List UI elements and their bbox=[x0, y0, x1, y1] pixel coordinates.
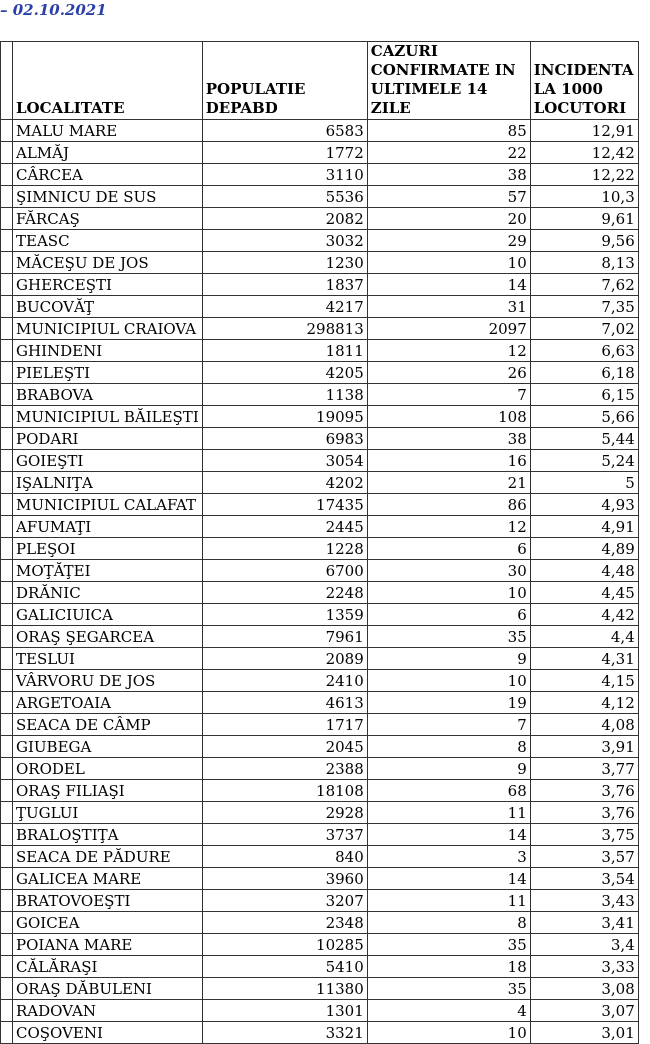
population-cell: 5410 bbox=[202, 956, 367, 978]
population-cell: 17435 bbox=[202, 494, 367, 516]
row-index-cell bbox=[1, 450, 13, 472]
table-row bbox=[1, 384, 639, 406]
incidence-cell: 4,08 bbox=[530, 714, 638, 736]
incidence-cell: 4,12 bbox=[530, 692, 638, 714]
incidence-cell: 4,89 bbox=[530, 538, 638, 560]
cases-cell: 7 bbox=[367, 384, 530, 406]
incidence-cell: 7,62 bbox=[530, 274, 638, 296]
table-row bbox=[1, 274, 639, 296]
cases-cell: 4 bbox=[367, 1000, 530, 1022]
incidence-cell: 3,91 bbox=[530, 736, 638, 758]
cases-cell: 8 bbox=[367, 736, 530, 758]
row-index-cell bbox=[1, 956, 13, 978]
population-cell: 2045 bbox=[202, 736, 367, 758]
population-cell: 2082 bbox=[202, 208, 367, 230]
table-row bbox=[1, 120, 639, 142]
cases-cell: 14 bbox=[367, 824, 530, 846]
table-row bbox=[1, 340, 639, 362]
table-row bbox=[1, 868, 639, 890]
cases-cell: 9 bbox=[367, 758, 530, 780]
column-header-incidenta: INCIDENTA LA 1000 LOCUTORI bbox=[530, 42, 638, 120]
population-cell: 3321 bbox=[202, 1022, 367, 1044]
population-cell: 1811 bbox=[202, 340, 367, 362]
incidence-cell: 6,15 bbox=[530, 384, 638, 406]
cases-cell: 31 bbox=[367, 296, 530, 318]
row-index-cell bbox=[1, 538, 13, 560]
row-index-cell bbox=[1, 318, 13, 340]
table-row bbox=[1, 692, 639, 714]
population-cell: 4217 bbox=[202, 296, 367, 318]
table-row bbox=[1, 604, 639, 626]
population-cell: 298813 bbox=[202, 318, 367, 340]
locality-cell: MUNICIPIUL CALAFAT bbox=[13, 494, 203, 516]
population-cell: 4202 bbox=[202, 472, 367, 494]
cases-cell: 3 bbox=[367, 846, 530, 868]
cases-cell: 10 bbox=[367, 670, 530, 692]
population-cell: 4613 bbox=[202, 692, 367, 714]
population-cell: 1717 bbox=[202, 714, 367, 736]
incidence-cell: 4,4 bbox=[530, 626, 638, 648]
row-index-cell bbox=[1, 560, 13, 582]
row-index-cell bbox=[1, 802, 13, 824]
locality-cell: GALICIUICA bbox=[13, 604, 203, 626]
population-cell: 7961 bbox=[202, 626, 367, 648]
population-cell: 6700 bbox=[202, 560, 367, 582]
locality-cell: SEACA DE PĂDURE bbox=[13, 846, 203, 868]
incidence-cell: 5 bbox=[530, 472, 638, 494]
incidence-cell: 3,33 bbox=[530, 956, 638, 978]
row-index-cell bbox=[1, 890, 13, 912]
incidence-cell: 4,93 bbox=[530, 494, 638, 516]
locality-cell: IŞALNIŢA bbox=[13, 472, 203, 494]
population-cell: 840 bbox=[202, 846, 367, 868]
locality-cell: ORODEL bbox=[13, 758, 203, 780]
row-index-cell bbox=[1, 780, 13, 802]
incidence-cell: 4,31 bbox=[530, 648, 638, 670]
locality-cell: POIANA MARE bbox=[13, 934, 203, 956]
incidence-cell: 9,56 bbox=[530, 230, 638, 252]
locality-cell: CĂLĂRAŞI bbox=[13, 956, 203, 978]
incidence-cell: 7,35 bbox=[530, 296, 638, 318]
incidence-cell: 3,4 bbox=[530, 934, 638, 956]
cases-cell: 35 bbox=[367, 934, 530, 956]
population-cell: 2089 bbox=[202, 648, 367, 670]
table-row bbox=[1, 890, 639, 912]
locality-cell: DRĂNIC bbox=[13, 582, 203, 604]
table-row bbox=[1, 560, 639, 582]
incidence-cell: 6,63 bbox=[530, 340, 638, 362]
locality-cell: COŞOVENI bbox=[13, 1022, 203, 1044]
table-row bbox=[1, 626, 639, 648]
locality-cell: TESLUI bbox=[13, 648, 203, 670]
table-row bbox=[1, 362, 639, 384]
cases-cell: 7 bbox=[367, 714, 530, 736]
row-index-cell bbox=[1, 428, 13, 450]
population-cell: 2388 bbox=[202, 758, 367, 780]
table-row bbox=[1, 956, 639, 978]
row-index-cell bbox=[1, 274, 13, 296]
cases-cell: 21 bbox=[367, 472, 530, 494]
cases-cell: 85 bbox=[367, 120, 530, 142]
cases-cell: 8 bbox=[367, 912, 530, 934]
population-cell: 1359 bbox=[202, 604, 367, 626]
incidence-cell: 5,44 bbox=[530, 428, 638, 450]
locality-cell: VÂRVORU DE JOS bbox=[13, 670, 203, 692]
table-row bbox=[1, 186, 639, 208]
table-row bbox=[1, 912, 639, 934]
incidence-cell: 3,43 bbox=[530, 890, 638, 912]
cases-cell: 22 bbox=[367, 142, 530, 164]
row-index-cell bbox=[1, 516, 13, 538]
table-header-row bbox=[1, 42, 639, 120]
incidence-cell: 5,24 bbox=[530, 450, 638, 472]
row-index-cell bbox=[1, 296, 13, 318]
row-index-cell bbox=[1, 208, 13, 230]
cases-cell: 86 bbox=[367, 494, 530, 516]
cases-cell: 2097 bbox=[367, 318, 530, 340]
row-index-cell bbox=[1, 406, 13, 428]
locality-cell: ŢUGLUI bbox=[13, 802, 203, 824]
table-row bbox=[1, 494, 639, 516]
table-row bbox=[1, 846, 639, 868]
population-cell: 3110 bbox=[202, 164, 367, 186]
row-index-cell bbox=[1, 252, 13, 274]
cases-cell: 38 bbox=[367, 164, 530, 186]
table-row bbox=[1, 406, 639, 428]
population-cell: 1301 bbox=[202, 1000, 367, 1022]
row-index-cell bbox=[1, 186, 13, 208]
table-row bbox=[1, 714, 639, 736]
column-header-populatie: POPULATIE DEPABD bbox=[202, 42, 367, 120]
incidence-cell: 3,75 bbox=[530, 824, 638, 846]
cases-cell: 9 bbox=[367, 648, 530, 670]
population-cell: 2410 bbox=[202, 670, 367, 692]
population-cell: 2445 bbox=[202, 516, 367, 538]
locality-cell: MALU MARE bbox=[13, 120, 203, 142]
locality-cell: CÂRCEA bbox=[13, 164, 203, 186]
cases-cell: 10 bbox=[367, 582, 530, 604]
table-row bbox=[1, 978, 639, 1000]
row-index-cell bbox=[1, 846, 13, 868]
population-cell: 3737 bbox=[202, 824, 367, 846]
cases-cell: 14 bbox=[367, 274, 530, 296]
table-row bbox=[1, 164, 639, 186]
locality-cell: RADOVAN bbox=[13, 1000, 203, 1022]
locality-cell: BRALOŞTIŢA bbox=[13, 824, 203, 846]
locality-cell: SEACA DE CÂMP bbox=[13, 714, 203, 736]
table-row bbox=[1, 472, 639, 494]
cases-cell: 108 bbox=[367, 406, 530, 428]
population-cell: 6583 bbox=[202, 120, 367, 142]
cases-cell: 35 bbox=[367, 978, 530, 1000]
cases-cell: 18 bbox=[367, 956, 530, 978]
report-date: – 02.10.2021 bbox=[0, 1, 107, 19]
row-index-cell bbox=[1, 978, 13, 1000]
table-row bbox=[1, 582, 639, 604]
locality-cell: AFUMAŢI bbox=[13, 516, 203, 538]
cases-cell: 29 bbox=[367, 230, 530, 252]
row-index-cell bbox=[1, 494, 13, 516]
cases-cell: 6 bbox=[367, 538, 530, 560]
incidence-cell: 4,45 bbox=[530, 582, 638, 604]
row-index-cell bbox=[1, 824, 13, 846]
table-row bbox=[1, 736, 639, 758]
locality-cell: MUNICIPIUL CRAIOVA bbox=[13, 318, 203, 340]
incidence-cell: 3,57 bbox=[530, 846, 638, 868]
incidence-cell: 12,22 bbox=[530, 164, 638, 186]
column-header-cazuri: CAZURI CONFIRMATE IN ULTIMELE 14 ZILE bbox=[367, 42, 530, 120]
cases-cell: 12 bbox=[367, 340, 530, 362]
locality-cell: FĂRCAŞ bbox=[13, 208, 203, 230]
cases-cell: 16 bbox=[367, 450, 530, 472]
table-row bbox=[1, 230, 639, 252]
table-row bbox=[1, 670, 639, 692]
table-row bbox=[1, 318, 639, 340]
incidence-cell: 8,13 bbox=[530, 252, 638, 274]
row-index-cell bbox=[1, 230, 13, 252]
row-index-cell bbox=[1, 604, 13, 626]
cases-cell: 38 bbox=[367, 428, 530, 450]
incidence-cell: 3,08 bbox=[530, 978, 638, 1000]
locality-cell: BRATOVOEŞTI bbox=[13, 890, 203, 912]
table-row bbox=[1, 538, 639, 560]
cases-cell: 11 bbox=[367, 802, 530, 824]
locality-cell: GHINDENI bbox=[13, 340, 203, 362]
row-index-header bbox=[1, 42, 13, 120]
cases-cell: 35 bbox=[367, 626, 530, 648]
table-row bbox=[1, 428, 639, 450]
row-index-cell bbox=[1, 142, 13, 164]
row-index-cell bbox=[1, 934, 13, 956]
table-row bbox=[1, 208, 639, 230]
row-index-cell bbox=[1, 758, 13, 780]
row-index-cell bbox=[1, 912, 13, 934]
population-cell: 18108 bbox=[202, 780, 367, 802]
population-cell: 11380 bbox=[202, 978, 367, 1000]
incidence-cell: 3,76 bbox=[530, 780, 638, 802]
population-cell: 1138 bbox=[202, 384, 367, 406]
population-cell: 3032 bbox=[202, 230, 367, 252]
row-index-cell bbox=[1, 648, 13, 670]
locality-cell: ORAŞ DĂBULENI bbox=[13, 978, 203, 1000]
locality-cell: MUNICIPIUL BĂILEŞTI bbox=[13, 406, 203, 428]
population-cell: 1837 bbox=[202, 274, 367, 296]
table-row bbox=[1, 758, 639, 780]
row-index-cell bbox=[1, 714, 13, 736]
locality-cell: GHERCEŞTI bbox=[13, 274, 203, 296]
locality-cell: PIELEŞTI bbox=[13, 362, 203, 384]
population-cell: 19095 bbox=[202, 406, 367, 428]
locality-cell: MOŢĂŢEI bbox=[13, 560, 203, 582]
incidence-cell: 6,18 bbox=[530, 362, 638, 384]
locality-cell: GIUBEGA bbox=[13, 736, 203, 758]
population-cell: 3960 bbox=[202, 868, 367, 890]
cases-cell: 10 bbox=[367, 252, 530, 274]
table-row bbox=[1, 516, 639, 538]
locality-cell: GOICEA bbox=[13, 912, 203, 934]
locality-cell: PODARI bbox=[13, 428, 203, 450]
population-cell: 2348 bbox=[202, 912, 367, 934]
incidence-cell: 3,54 bbox=[530, 868, 638, 890]
table-row bbox=[1, 1000, 639, 1022]
row-index-cell bbox=[1, 472, 13, 494]
cases-cell: 14 bbox=[367, 868, 530, 890]
row-index-cell bbox=[1, 692, 13, 714]
row-index-cell bbox=[1, 120, 13, 142]
cases-cell: 12 bbox=[367, 516, 530, 538]
locality-cell: GOIEŞTI bbox=[13, 450, 203, 472]
locality-cell: ARGETOAIA bbox=[13, 692, 203, 714]
incidence-table bbox=[0, 41, 639, 1044]
incidence-cell: 3,77 bbox=[530, 758, 638, 780]
cases-cell: 20 bbox=[367, 208, 530, 230]
table-row bbox=[1, 450, 639, 472]
table-row bbox=[1, 648, 639, 670]
population-cell: 10285 bbox=[202, 934, 367, 956]
population-cell: 1772 bbox=[202, 142, 367, 164]
population-cell: 4205 bbox=[202, 362, 367, 384]
cases-cell: 11 bbox=[367, 890, 530, 912]
row-index-cell bbox=[1, 384, 13, 406]
row-index-cell bbox=[1, 626, 13, 648]
row-index-cell bbox=[1, 340, 13, 362]
incidence-cell: 4,48 bbox=[530, 560, 638, 582]
incidence-cell: 4,91 bbox=[530, 516, 638, 538]
cases-cell: 6 bbox=[367, 604, 530, 626]
cases-cell: 68 bbox=[367, 780, 530, 802]
row-index-cell bbox=[1, 670, 13, 692]
incidence-cell: 12,91 bbox=[530, 120, 638, 142]
row-index-cell bbox=[1, 736, 13, 758]
population-cell: 6983 bbox=[202, 428, 367, 450]
incidence-cell: 5,66 bbox=[530, 406, 638, 428]
table-row bbox=[1, 824, 639, 846]
locality-cell: MĂCEŞU DE JOS bbox=[13, 252, 203, 274]
locality-cell: BUCOVĂŢ bbox=[13, 296, 203, 318]
table-row bbox=[1, 296, 639, 318]
locality-cell: ALMĂJ bbox=[13, 142, 203, 164]
incidence-cell: 4,42 bbox=[530, 604, 638, 626]
population-cell: 2928 bbox=[202, 802, 367, 824]
population-cell: 3054 bbox=[202, 450, 367, 472]
cases-cell: 26 bbox=[367, 362, 530, 384]
row-index-cell bbox=[1, 1022, 13, 1044]
incidence-cell: 3,41 bbox=[530, 912, 638, 934]
population-cell: 1230 bbox=[202, 252, 367, 274]
table-body bbox=[1, 120, 639, 1044]
row-index-cell bbox=[1, 1000, 13, 1022]
row-index-cell bbox=[1, 868, 13, 890]
locality-cell: GALICEA MARE bbox=[13, 868, 203, 890]
locality-cell: PLEŞOI bbox=[13, 538, 203, 560]
population-cell: 3207 bbox=[202, 890, 367, 912]
population-cell: 2248 bbox=[202, 582, 367, 604]
table-row bbox=[1, 142, 639, 164]
incidence-cell: 9,61 bbox=[530, 208, 638, 230]
incidence-cell: 10,3 bbox=[530, 186, 638, 208]
population-cell: 5536 bbox=[202, 186, 367, 208]
locality-cell: ORAŞ ŞEGARCEA bbox=[13, 626, 203, 648]
incidence-cell: 3,76 bbox=[530, 802, 638, 824]
locality-cell: TEASC bbox=[13, 230, 203, 252]
table-row bbox=[1, 1022, 639, 1044]
incidence-cell: 7,02 bbox=[530, 318, 638, 340]
locality-cell: BRABOVA bbox=[13, 384, 203, 406]
row-index-cell bbox=[1, 362, 13, 384]
population-cell: 1228 bbox=[202, 538, 367, 560]
incidence-cell: 3,07 bbox=[530, 1000, 638, 1022]
column-header-localitate: LOCALITATE bbox=[13, 42, 203, 120]
locality-cell: ORAŞ FILIAŞI bbox=[13, 780, 203, 802]
table-row bbox=[1, 934, 639, 956]
row-index-cell bbox=[1, 164, 13, 186]
locality-cell: ŞIMNICU DE SUS bbox=[13, 186, 203, 208]
cases-cell: 57 bbox=[367, 186, 530, 208]
incidence-cell: 4,15 bbox=[530, 670, 638, 692]
row-index-cell bbox=[1, 582, 13, 604]
cases-cell: 10 bbox=[367, 1022, 530, 1044]
cases-cell: 19 bbox=[367, 692, 530, 714]
table-row bbox=[1, 802, 639, 824]
table-row bbox=[1, 780, 639, 802]
incidence-cell: 3,01 bbox=[530, 1022, 638, 1044]
incidence-cell: 12,42 bbox=[530, 142, 638, 164]
table-row bbox=[1, 252, 639, 274]
cases-cell: 30 bbox=[367, 560, 530, 582]
